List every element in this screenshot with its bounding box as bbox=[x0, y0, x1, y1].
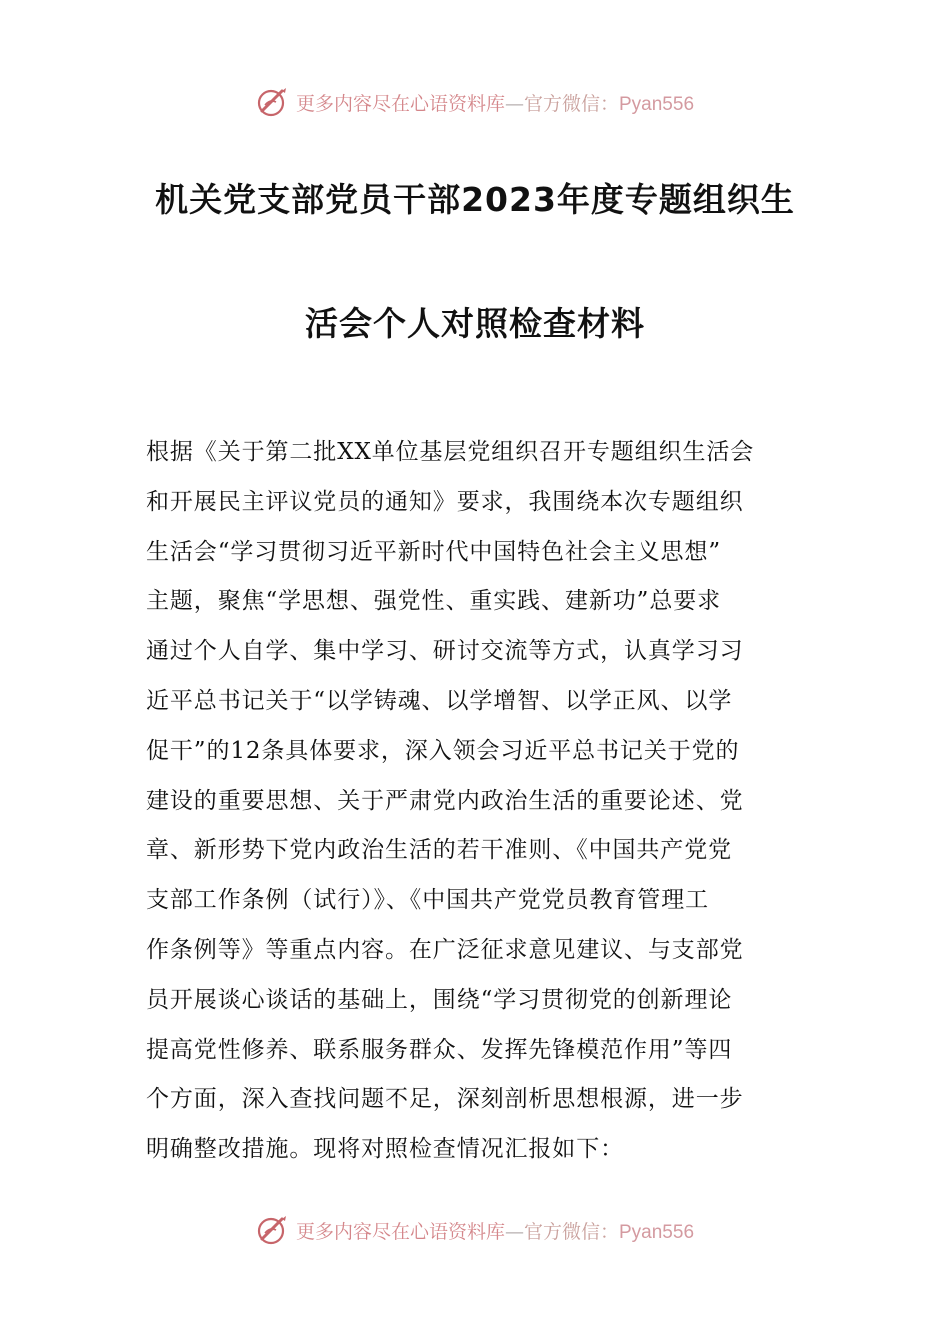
body-line: 提高党性修养、联系服务群众、发挥先锋模范作用”等四 bbox=[146, 1036, 733, 1063]
body-line: 支部工作条例（试行）》、《中国共产党党员教育管理工 bbox=[146, 887, 709, 914]
document-title-line-2: 活会个人对照检查材料 bbox=[305, 304, 645, 343]
body-paragraph bbox=[146, 428, 806, 1175]
watermark-contact-label: 官方微信： bbox=[523, 92, 619, 115]
body-line: 根据《关于第二批XX单位基层党组织召开专题组织生活会 bbox=[146, 439, 755, 465]
document-title-line-1: 机关党支部党员干部2023年度专题组织生 bbox=[155, 180, 795, 219]
body-line: 明确整改措施。现将对照检查情况汇报如下： bbox=[146, 1136, 624, 1163]
watermark-brand: 更多内容尽在心语资料库 bbox=[295, 92, 505, 115]
body-line: 通过个人自学、集中学习、研讨交流等方式，认真学习习 bbox=[146, 638, 744, 665]
body-line: 个方面，深入查找问题不足，深刻剖析思想根源，进一步 bbox=[146, 1086, 744, 1113]
body-line: 近平总书记关于“以学铸魂、以学增智、以学正风、以学 bbox=[146, 687, 733, 714]
header-watermark bbox=[0, 82, 950, 122]
watermark-brand: 更多内容尽在心语资料库 bbox=[295, 1220, 505, 1243]
body-line: 和开展民主评议党员的通知》要求，我围绕本次专题组织 bbox=[146, 488, 744, 515]
watermark-text bbox=[296, 1217, 694, 1244]
watermark-handle: Pyan556 bbox=[619, 1221, 695, 1243]
body-line: 建设的重要思想、关于严肃党内政治生活的重要论述、党 bbox=[146, 787, 744, 814]
watermark-text bbox=[296, 89, 694, 116]
watermark-separator: — bbox=[504, 92, 524, 115]
watermark-separator: — bbox=[504, 1220, 524, 1243]
pen-writing-logo-icon bbox=[256, 1213, 290, 1247]
body-line: 主题，聚焦“学思想、强党性、重实践、建新功”总要求 bbox=[146, 588, 722, 615]
watermark-contact-label: 官方微信： bbox=[523, 1220, 619, 1243]
body-line: 促干”的12条具体要求，深入领会习近平总书记关于党的 bbox=[146, 737, 740, 764]
body-line: 生活会“学习贯彻习近平新时代中国特色社会主义思想” bbox=[146, 538, 722, 565]
body-line: 章、新形势下党内政治生活的若干准则、《中国共产党党 bbox=[146, 837, 732, 864]
body-line: 作条例等》等重点内容。在广泛征求意见建议、与支部党 bbox=[146, 936, 744, 963]
footer-watermark bbox=[0, 1210, 950, 1250]
pen-writing-logo-icon bbox=[256, 85, 290, 119]
body-line: 员开展谈心谈话的基础上，围绕“学习贯彻党的创新理论 bbox=[146, 986, 733, 1013]
watermark-handle: Pyan556 bbox=[619, 93, 695, 115]
